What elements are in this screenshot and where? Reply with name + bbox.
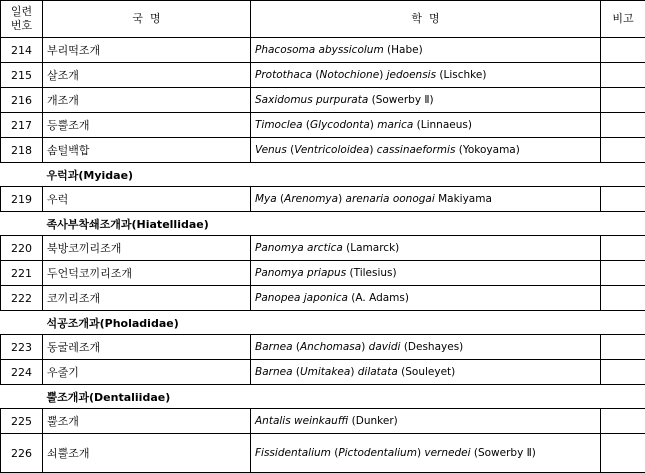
- scientific-name-italic: vernedei: [424, 447, 470, 459]
- scientific-name-text: (: [312, 69, 319, 81]
- scientific-name-italic: jedoensis: [387, 69, 436, 81]
- scientific-name-text: (Lischke): [436, 69, 486, 81]
- header-scientific-name: 학 명: [251, 1, 601, 38]
- note-cell: [601, 63, 645, 88]
- family-label: 뿔조개과(Dentaliidae): [1, 385, 645, 409]
- family-row: [1, 212, 645, 236]
- scientific-name-italic: Panomya arctica: [255, 242, 343, 254]
- scientific-name-italic: Pictodentalium: [338, 447, 417, 459]
- korean-name-cell: 우럭: [43, 187, 251, 212]
- note-cell: [601, 409, 645, 434]
- family-label: 족사부착쇄조개과(Hiatellidae): [1, 212, 645, 236]
- scientific-name-italic: Umitakea: [300, 366, 350, 378]
- scientific-name-italic: Antalis weinkauffi: [255, 415, 348, 427]
- note-cell: [601, 138, 645, 163]
- serial-number-cell: 217: [1, 113, 43, 138]
- scientific-name-text: (Tilesius): [346, 267, 396, 279]
- scientific-name-text: (Lamarck): [343, 242, 399, 254]
- scientific-name-italic: davidi: [369, 341, 401, 353]
- scientific-name-text: ): [361, 341, 368, 353]
- scientific-name-cell: [251, 261, 601, 286]
- family-row: [1, 385, 645, 409]
- scientific-name-text: ): [350, 366, 357, 378]
- note-cell: [601, 434, 645, 473]
- scientific-name-italic: arenaria oonogai: [346, 193, 435, 205]
- korean-name-cell: 뿔조개: [43, 409, 251, 434]
- scientific-name-italic: Fissidentalium: [255, 447, 331, 459]
- serial-number-cell: 221: [1, 261, 43, 286]
- scientific-name-cell: [251, 187, 601, 212]
- family-row: [1, 311, 645, 335]
- scientific-name-text: (: [293, 366, 300, 378]
- scientific-name-italic: Phacosoma abyssicolum: [255, 44, 384, 56]
- scientific-name-italic: Mya: [255, 193, 277, 205]
- header-serial-number: [1, 1, 43, 38]
- serial-number-cell: 222: [1, 286, 43, 311]
- scientific-name-italic: marica: [377, 119, 413, 131]
- species-row: [1, 286, 645, 311]
- scientific-name-italic: cassinaeformis: [377, 144, 456, 156]
- scientific-name-text: (Yokoyama): [455, 144, 519, 156]
- note-cell: [601, 286, 645, 311]
- scientific-name-text: ): [379, 69, 386, 81]
- scientific-name-cell: [251, 38, 601, 63]
- scientific-name-italic: dilatata: [358, 366, 398, 378]
- species-row: [1, 409, 645, 434]
- serial-number-cell: 216: [1, 88, 43, 113]
- species-row: [1, 63, 645, 88]
- korean-name-cell: 동굴레조개: [43, 335, 251, 360]
- korean-name-cell: 쇠뿔조개: [43, 434, 251, 473]
- note-cell: [601, 360, 645, 385]
- header-note: 비고: [601, 1, 645, 38]
- scientific-name-text: (Sowerby Ⅱ): [368, 94, 433, 106]
- scientific-name-italic: Ventricoloidea: [294, 144, 369, 156]
- note-cell: [601, 261, 645, 286]
- serial-number-cell: 215: [1, 63, 43, 88]
- serial-number-cell: 214: [1, 38, 43, 63]
- scientific-name-cell: [251, 138, 601, 163]
- scientific-name-italic: Barnea: [255, 366, 293, 378]
- scientific-name-italic: Panopea japonica: [255, 292, 348, 304]
- species-row: [1, 261, 645, 286]
- scientific-name-cell: [251, 409, 601, 434]
- family-label: 우럭과(Myidae): [1, 163, 645, 187]
- scientific-name-italic: Glycodonta: [310, 119, 370, 131]
- species-row: [1, 113, 645, 138]
- scientific-name-cell: [251, 434, 601, 473]
- scientific-name-italic: Barnea: [255, 341, 293, 353]
- scientific-name-text: ): [338, 193, 345, 205]
- species-row: [1, 335, 645, 360]
- scientific-name-text: (: [331, 447, 338, 459]
- scientific-name-text: ): [370, 119, 377, 131]
- serial-number-cell: 224: [1, 360, 43, 385]
- scientific-name-text: (Linnaeus): [413, 119, 472, 131]
- serial-number-cell: 220: [1, 236, 43, 261]
- scientific-name-text: (: [293, 341, 300, 353]
- scientific-name-cell: [251, 88, 601, 113]
- serial-number-cell: 219: [1, 187, 43, 212]
- scientific-name-cell: [251, 335, 601, 360]
- header-row: [1, 1, 645, 38]
- korean-name-cell: 개조개: [43, 88, 251, 113]
- scientific-name-text: (: [277, 193, 284, 205]
- note-cell: [601, 113, 645, 138]
- korean-name-cell: 솜털백합: [43, 138, 251, 163]
- serial-number-cell: 223: [1, 335, 43, 360]
- korean-name-cell: 우줄기: [43, 360, 251, 385]
- scientific-name-italic: Venus: [255, 144, 287, 156]
- scientific-name-italic: Panomya priapus: [255, 267, 346, 279]
- serial-number-cell: 226: [1, 434, 43, 473]
- family-row: [1, 163, 645, 187]
- note-cell: [601, 335, 645, 360]
- korean-name-cell: 북방코끼리조개: [43, 236, 251, 261]
- note-cell: [601, 88, 645, 113]
- scientific-name-text: (Habe): [384, 44, 423, 56]
- scientific-name-italic: Notochione: [319, 69, 379, 81]
- scientific-name-text: (Deshayes): [400, 341, 463, 353]
- scientific-name-cell: [251, 360, 601, 385]
- scientific-name-cell: [251, 63, 601, 88]
- species-row: [1, 88, 645, 113]
- serial-number-cell: 218: [1, 138, 43, 163]
- scientific-name-italic: Timoclea: [255, 119, 303, 131]
- scientific-name-cell: [251, 236, 601, 261]
- scientific-name-text: (Souleyet): [398, 366, 455, 378]
- species-row: [1, 38, 645, 63]
- table-body: [1, 38, 645, 473]
- scientific-name-italic: Anchomasa: [300, 341, 361, 353]
- family-label: 석공조개과(Pholadidae): [1, 311, 645, 335]
- note-cell: [601, 236, 645, 261]
- header-korean-name: 국 명: [43, 1, 251, 38]
- scientific-name-italic: Protothaca: [255, 69, 312, 81]
- scientific-name-cell: [251, 113, 601, 138]
- korean-name-cell: 부리떡조개: [43, 38, 251, 63]
- scientific-name-text: (Sowerby Ⅱ): [471, 447, 536, 459]
- scientific-name-cell: [251, 286, 601, 311]
- species-row: [1, 187, 645, 212]
- korean-name-cell: 등뿔조개: [43, 113, 251, 138]
- scientific-name-text: (: [303, 119, 310, 131]
- scientific-name-text: ): [369, 144, 376, 156]
- scientific-name-italic: Saxidomus purpurata: [255, 94, 368, 106]
- scientific-name-text: ): [417, 447, 424, 459]
- scientific-name-text: (A. Adams): [348, 292, 409, 304]
- korean-name-cell: 코끼리조개: [43, 286, 251, 311]
- species-row: [1, 236, 645, 261]
- species-row: [1, 360, 645, 385]
- species-row: [1, 138, 645, 163]
- species-row: [1, 434, 645, 473]
- scientific-name-text: (: [287, 144, 294, 156]
- korean-name-cell: 두언덕코끼리조개: [43, 261, 251, 286]
- scientific-name-text: Makiyama: [435, 193, 492, 205]
- korean-name-cell: 살조개: [43, 63, 251, 88]
- scientific-name-text: (Dunker): [348, 415, 397, 427]
- header-serial-label: 일련 번호: [11, 5, 32, 32]
- note-cell: [601, 187, 645, 212]
- scientific-name-italic: Arenomya: [284, 193, 338, 205]
- serial-number-cell: 225: [1, 409, 43, 434]
- note-cell: [601, 38, 645, 63]
